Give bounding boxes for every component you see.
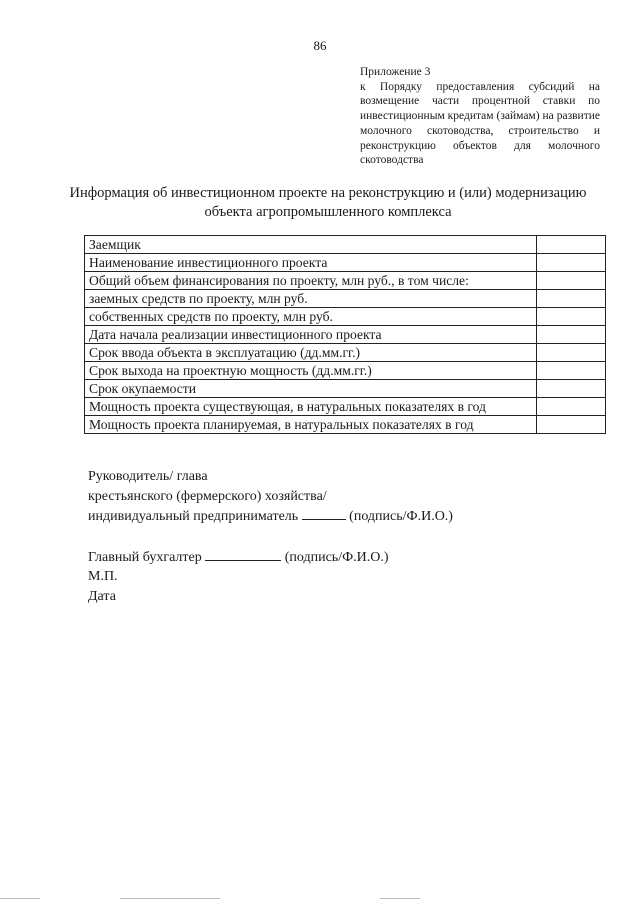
row-value-cell[interactable]	[537, 398, 606, 416]
row-value-cell[interactable]	[537, 236, 606, 254]
accountant-signature-field[interactable]	[205, 547, 281, 561]
row-value-cell[interactable]	[537, 362, 606, 380]
row-label: Срок ввода объекта в эксплуатацию (дд.мм.гг.)	[85, 344, 537, 362]
document-title: Информация об инвестиционном проекте на реконструкцию и (или) модернизацию объекта агропромышленного комплекса	[69, 185, 587, 220]
appendix-block	[360, 65, 600, 168]
head-title-line-3: индивидуальный предприниматель	[88, 509, 299, 524]
table-row	[85, 272, 606, 290]
row-value-cell[interactable]	[537, 272, 606, 290]
signature-block	[88, 467, 588, 606]
scan-edge-marks	[0, 898, 640, 902]
row-label: собственных средств по проекту, млн руб.	[85, 308, 537, 326]
head-title-line-1: Руководитель/ глава	[88, 469, 208, 484]
accountant-signature-hint: (подпись/Ф.И.О.)	[284, 549, 389, 565]
row-label: Заемщик	[85, 236, 537, 254]
appendix-description: к Порядку предоставления субсидий на возмещение части процентной ставки по инвестиционным кредитам (займам) на развитие молочного скотоводства, строительство и реконструкцию объектов для молочного скотоводства	[360, 80, 600, 167]
table-row	[85, 398, 606, 416]
row-label: Мощность проекта планируемая, в натуральных показателях в год	[85, 416, 537, 434]
head-signature-hint: (подпись/Ф.И.О.)	[349, 509, 453, 524]
table-row	[85, 344, 606, 362]
table-row	[85, 380, 606, 398]
table-row	[85, 254, 606, 272]
accountant-title: Главный бухгалтер	[88, 549, 202, 565]
stamp-label: М.П.	[88, 569, 118, 584]
row-label: Наименование инвестиционного проекта	[85, 254, 537, 272]
table-row	[85, 416, 606, 434]
row-label: Дата начала реализации инвестиционного проекта	[85, 326, 537, 344]
row-label: Общий объем финансирования по проекту, млн руб., в том числе:	[85, 272, 537, 290]
row-value-cell[interactable]	[537, 254, 606, 272]
row-label: Срок окупаемости	[85, 380, 537, 398]
accountant-signature-line	[88, 547, 588, 568]
date-label: Дата	[88, 588, 116, 604]
table-row	[85, 308, 606, 326]
table-row	[85, 326, 606, 344]
page-number: 86	[313, 38, 327, 53]
row-value-cell[interactable]	[537, 416, 606, 434]
head-title-line-2: крестьянского (фермерского) хозяйства/	[88, 488, 327, 504]
appendix-heading: Приложение 3	[360, 66, 431, 78]
row-label: Мощность проекта существующая, в натуральных показателях в год	[85, 398, 537, 416]
row-value-cell[interactable]	[537, 326, 606, 344]
investment-info-table	[84, 235, 606, 434]
table-row	[85, 236, 606, 254]
row-label: заемных средств по проекту, млн руб.	[85, 290, 537, 308]
table-row	[85, 290, 606, 308]
head-signature-line	[88, 506, 588, 527]
row-value-cell[interactable]	[537, 308, 606, 326]
table-row	[85, 362, 606, 380]
row-value-cell[interactable]	[537, 344, 606, 362]
row-label: Срок выхода на проектную мощность (дд.мм.гг.)	[85, 362, 537, 380]
row-value-cell[interactable]	[537, 380, 606, 398]
head-signature-field[interactable]	[302, 506, 346, 520]
row-value-cell[interactable]	[537, 290, 606, 308]
